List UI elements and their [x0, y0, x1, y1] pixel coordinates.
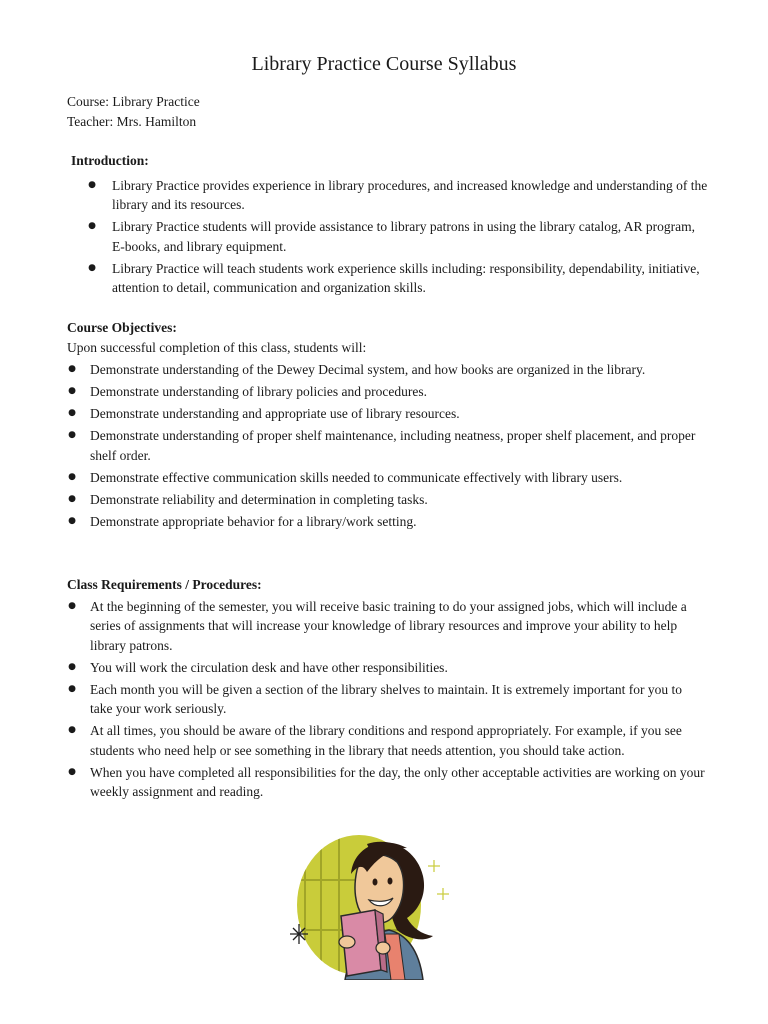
- list-item: ● Demonstrate understanding and appropriate use of library resources.: [67, 404, 707, 424]
- objectives-lead: Upon successful completion of this class, students will:: [67, 339, 367, 355]
- objectives-section: [67, 318, 707, 534]
- bullet-icon: ●: [68, 386, 76, 396]
- list-item: ● Demonstrate understanding of the Dewey Decimal system, and how books are organized in the library.: [67, 360, 707, 380]
- introduction-list: [71, 176, 711, 298]
- list-item: ● Each month you will be given a section of the library shelves to maintain. It is extremely important for you to take your work seriously.: [68, 681, 682, 716]
- bullet-icon: ●: [68, 683, 76, 694]
- list-item: ● Demonstrate understanding of proper shelf maintenance, including neatness, proper shelf placement, and proper shelf order.: [68, 428, 696, 463]
- list-item: ● At all times, you should be aware of the library conditions and respond appropriately. For example, if you see students who need help or see something in the library that needs attention, you should take action.: [68, 723, 682, 758]
- course-line: Course: Library Practice: [67, 94, 200, 109]
- list-item: ● Demonstrate understanding of library policies and procedures.: [67, 382, 707, 402]
- list-item: ● Library Practice will teach students work experience skills including: responsibility, dependability, initiative, attention to detail, communication and organization skills.: [88, 260, 700, 295]
- bullet-icon: ●: [88, 262, 96, 273]
- bullet-icon: ●: [68, 471, 76, 482]
- requirements-heading: Class Requirements / Procedures:: [67, 577, 262, 592]
- librarian-illustration: [287, 830, 467, 980]
- bullet-icon: ●: [68, 364, 76, 374]
- sparkle-icon: [428, 860, 449, 900]
- list-item: ● Demonstrate appropriate behavior for a library/work setting.: [67, 512, 707, 532]
- list-item: ● Library Practice students will provide assistance to library patrons in using the library catalog, AR program, E-books, and library equipment.: [88, 219, 695, 254]
- introduction-section: [71, 151, 711, 300]
- list-item: ● When you have completed all responsibilities for the day, the only other acceptable activities are working on your weekly assignment and reading.: [68, 764, 705, 799]
- page-title: Library Practice Course Syllabus: [251, 53, 517, 75]
- bullet-icon: ●: [68, 493, 76, 504]
- teacher-line: Teacher: Mrs. Hamilton: [67, 113, 197, 129]
- requirements-section: [67, 575, 707, 804]
- list-item: ● Demonstrate effective communication skills needed to communicate effectively with library users.: [67, 468, 707, 488]
- bullet-icon: ●: [68, 515, 76, 526]
- bullet-icon: ●: [68, 661, 76, 672]
- objectives-list: [67, 360, 707, 531]
- bullet-icon: ●: [68, 408, 76, 418]
- bullet-icon: ●: [88, 221, 96, 231]
- bullet-icon: ●: [68, 766, 76, 777]
- list-item: ● You will work the circulation desk and have other responsibilities.: [67, 658, 707, 678]
- objectives-heading: Course Objectives:: [67, 320, 177, 335]
- bullet-icon: ●: [68, 725, 76, 735]
- bullet-icon: ●: [68, 430, 76, 440]
- requirements-list: [67, 597, 707, 802]
- list-item: ● Demonstrate reliability and determination in completing tasks.: [67, 490, 707, 510]
- introduction-heading: Introduction:: [71, 153, 149, 168]
- list-item: ● At the beginning of the semester, you will receive basic training to do your assigned jobs, which will include a series of assignments that will increase your knowledge of library resources and improve your ability to help library patrons.: [68, 598, 687, 653]
- bullet-icon: ●: [68, 600, 76, 611]
- bullet-icon: ●: [88, 179, 96, 190]
- course-info: [67, 92, 200, 131]
- list-item: ● Library Practice provides experience in library procedures, and increased knowledge and understanding of the library and its resources.: [88, 177, 708, 212]
